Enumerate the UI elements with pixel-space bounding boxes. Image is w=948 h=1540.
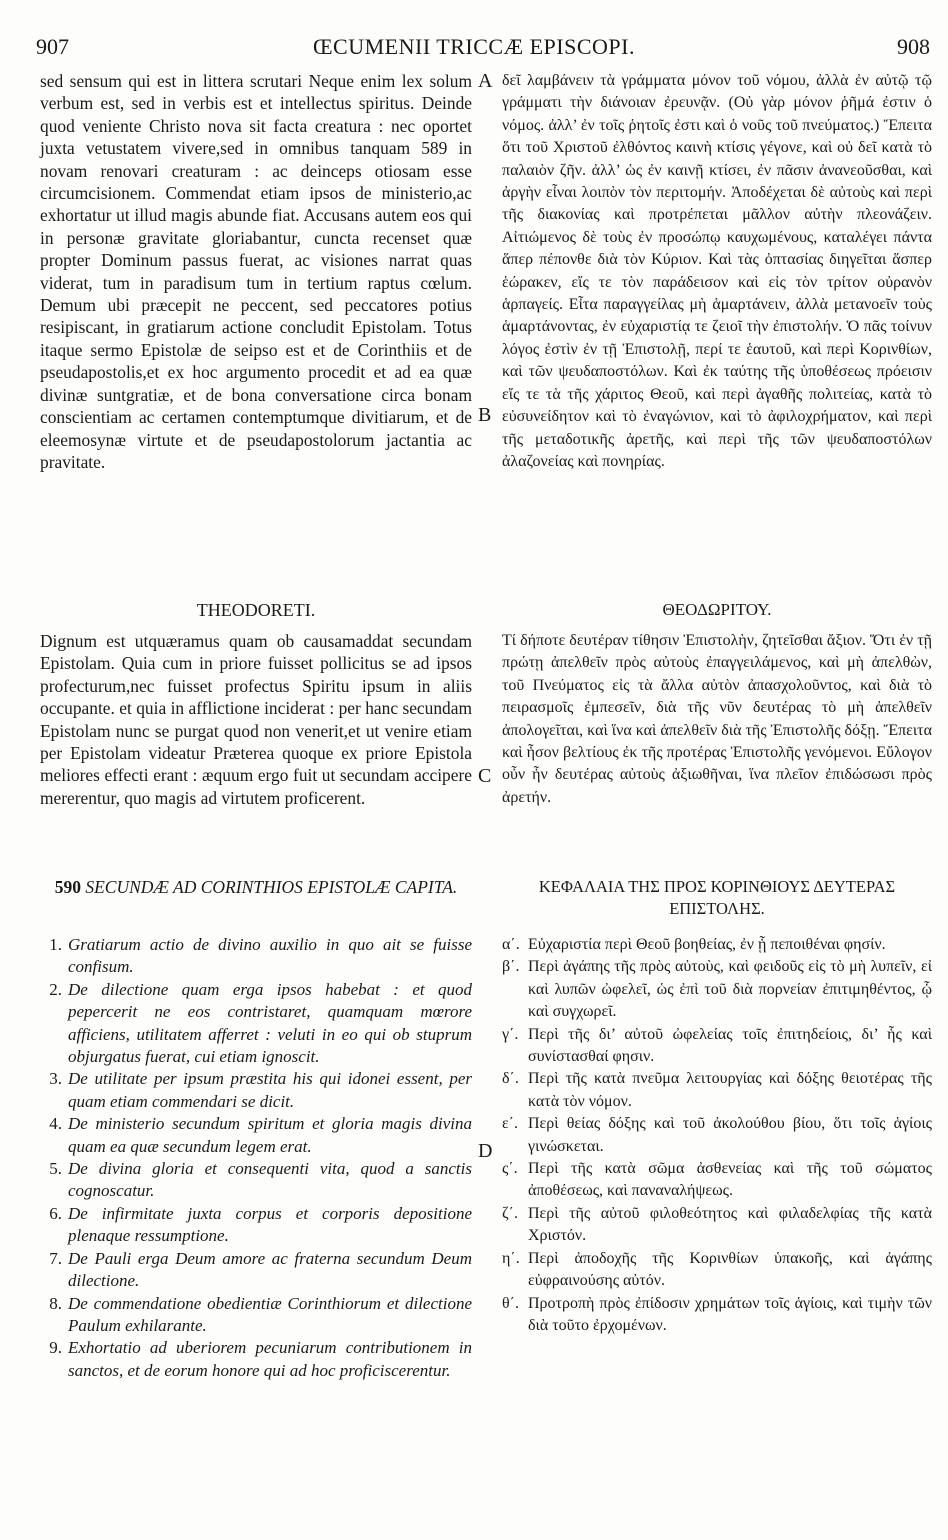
running-title: ŒCUMENII TRICCÆ EPISCOPI. (313, 34, 635, 59)
latin-intro-column (40, 70, 472, 473)
latin-chapter-item: 4. De ministerio secundum spiritum et gloria magis divina quam ea quæ secundum legem erat. (49, 1114, 472, 1156)
greek-intro-text: δεῖ λαμβάνειν τὰ γράμματα μόνον τοῦ νόμου, ἀλλὰ ἐν αὐτῷ τῷ γράμματι τὴν διάνοιαν ἐρευνᾷν. (Οὐ γὰρ μόνον ῥῆμά ἐστιν ὁ νόμος. ἀλλ’ ἐν τοῖς ῥητοῖς ἐστι καὶ ὁ νοῦς τοῦ πνεύματος.) Ἔπειτα ὅτι τοῦ Χριστοῦ ἐλθόντος καινὴ κτίσις γέγονε, καὶ οὐ δεῖ κατὰ τὸ παλαιὸν ζῆν. ἀλλ’ ὡς ἐν καινῇ κτίσει, ἐν πᾶσιν ἀνανεοῦσθαι, καὶ ἀργὴν εἶναι λοιπὸν τὸν περιτομήν. Ἀποδέχεται δὲ αὐτοὺς καὶ περὶ τῆς διακονίας καὶ προτρέπεται μᾶλλον αὐτὴν πλεονάζειν. Αἰτιώμενος δὲ τοὺς ἐν προσώπῳ καυχωμένους, καταλέγει πάντα ἅπερ πέπονθε διὰ τὸν Κύριον. Καὶ τὰς ὀπτασίας διηγεῖται ἅσπερ ἑώρακεν, εἴς τε τὸν παράδεισον καὶ εἰς τὸν τρίτον οὐρανὸν ἁρπαγείς. Εἶτα παραγγείλας μὴ ἁμαρτάνειν, ἀλλὰ μετανοεῖν τοὺς ἁμαρτάνοντας, ἐν εὐχαριστίᾳ τε ζειοῖ τὴν ἐπιστολήν. Ὁ πᾶς τοίνυν λόγος ἐστὶν ἐν τῇ Ἐπιστολῇ, περί τε ἑαυτοῦ, καὶ περὶ Κορινθίων, καὶ τῶν ψευδαποστόλων. Καὶ ἐκ ταύτης τῆς ὑποθέσεως πρόεισιν εἴς τε τὰ τῆς χάριτος Θεοῦ, καὶ περὶ ἀγαθῆς πολιτείας, κατὰ τὸ εὐσυνείδητον καὶ τὸ ἐναγώνιον, καὶ τὸ ἀφιλοχρήματον, καὶ περὶ τῆς μεταδοτικῆς ἀρετῆς, καὶ περὶ τῆς τῶν ψευδαποστόλων ἀλαζονείας καὶ πονηρίας. (502, 72, 932, 470)
theodoret-greek-title: ΘΕΟΔΩΡΙΤΟΥ. (662, 600, 772, 619)
latin-chapter-item: 7. De Pauli erga Deum amore ac fraterna secundum Deum dilectione. (49, 1248, 472, 1291)
latin-chapter-item: 1. Gratiarum actio de divino auxilio in quo ait se fuisse confisum. (49, 935, 472, 977)
margin-letter-b: B (478, 404, 492, 426)
theodoret-latin-column (40, 630, 472, 809)
latin-intro-text: sed sensum qui est in littera scrutari Neque enim lex solum verbum est, sed in verbis est et intellectus spiritus. Deinde quod veniente Christo nova sit facta creatura : nec oportet juxta vetustatem vivere,sed in omnibus tanquam 589 in novam renovari creaturam : ac deinceps otiosam esse circumcisionem. Commendat etiam ipsos de ministerio,ac exhortatur ut illud magis abunde fiat. Accusans autem eos qui in personæ gravitate gloriabantur, cuncta recenset quæ propter Dominum passus fuerat, ac visiones narrat quas viderat, tum in paradisum tum in tertium raptus cœlum. Demum ubi præcepit ne peccent, sed peccatores potius resipiscant, in gratiarum actione concludit Epistolam. Totus itaque sermo Epistolæ de seipso est et de Corinthiis et de pseudapostolis,et ex hoc argumento procedit et ad ea quæ divinæ suntgratiæ, et de bona conversatione circa bonam conscientiam ac certamen contemptumque divitiarum, et de eleemosynæ virtute et de pseudapostolorum jactantia ac pravitate. (40, 71, 472, 472)
theodoret-greek-text: Τί δήποτε δευτέραν τίθησιν Ἐπιστολὴν, ζητεῖσθαι ἄξιον. Ὅτι ἐν τῇ πρώτῃ ἀπελθεῖν πρὸς αὐτοὺς ἐπαγγειλάμενος, καὶ μὴ ἀπελθὼν, τοῦ Πνεύματος εἰς τὰ ἄλλα αὐτὸν ἀπασχολοῦντος, καὶ διὰ τὸ πειρασμοῖς ἐμπεσεῖν, διὰ τῆς νῦν δευτέρας τὸ μὴ ἀπελθεῖν ἀπολογεῖται, καὶ ἵνα καὶ ἀπελθεῖν διὰ τῆς Ἐπιστολῆς δόξῃ. Ἔπειτα καὶ ἦσον βελτίους ἐκ τῆς προτέρας Ἐπιστολῆς γενόμενοι. Εὔλογον οὖν ἦν δευτέρας αὐτοὺς ἀξιωθῆναι, ἵνα πλεῖον ἐπιδώσωσι πρὸς ἀρετήν. (502, 632, 932, 806)
margin-letter-a: A (478, 70, 493, 92)
capita-latin-title: SECUNDÆ AD CORINTHIOS EPISTOLÆ CAPITA. (85, 877, 458, 897)
margin-letter-d: D (478, 1140, 493, 1162)
latin-chapter-item: 5. De divina gloria et consequenti vita, quod a sanctis cognoscatur. (49, 1159, 472, 1201)
latin-chapter-item: 9. Exhortatio ad uberiorem pecuniarum contributionem in sanctos, et de eorum honore qui ad hoc proficiscerentur. (49, 1338, 472, 1380)
capita-greek-title: ΚΕΦΑΛΑΙΑ ΤΗΣ ΠΡΟΣ ΚΟΡΙΝΘΙΟΥΣ ΔΕΥΤΕΡΑΣ ΕΠΙΣΤΟΛΗΣ. (538, 877, 896, 918)
greek-intro-column (502, 70, 932, 473)
latin-chapter-item: 8. De commendatione obedientiæ Corinthiorum et dilectione Paulum exhilarante. (49, 1293, 472, 1335)
latin-chapter-item: 3. De utilitate per ipsum præstita his qui idonei essent, per quam etiam commendari se dicit. (49, 1069, 472, 1111)
greek-chapter-item: θ΄. Προτροπὴ πρὸς ἐπίδοσιν χρημάτων τοῖς ἁγίοις, καὶ τιμὴν τῶν διὰ τοῦτο ἐρχομένων. (502, 1294, 932, 1334)
capita-section-number: 590 (54, 877, 81, 897)
greek-chapter-item: δ΄. Περὶ τῆς κατὰ πνεῦμα λειτουργίας καὶ δόξης θειοτέρας τῆς κατὰ τὸν νόμον. (502, 1070, 932, 1110)
greek-chapter-item: ζ΄. Περὶ τῆς αὐτοῦ φιλοθεότητος καὶ φιλαδελφίας τῆς κατὰ Χριστόν. (502, 1204, 932, 1245)
greek-chapter-item: ε΄. Περὶ θείας δόξης καὶ τοῦ ἀκολούθου βίου, ὅτι τοῖς ἁγίοις γινώσκεται. (502, 1115, 932, 1155)
theodoret-latin-title: THEODORETI. (196, 600, 316, 620)
capita-latin-heading (40, 876, 472, 898)
greek-chapter-item: ς΄. Περὶ τῆς κατὰ σῶμα ἀσθενείας καὶ τῆς τοῦ σώματος ἀποθέσεως, καὶ παναναλήψεως. (502, 1160, 932, 1200)
latin-chapter-list (40, 934, 472, 1382)
greek-chapter-item: γ΄. Περὶ τῆς δι’ αὐτοῦ ὠφελείας τοῖς ἐπιτηδείοις, δι’ ἧς καὶ συνίστασθαί φησιν. (502, 1025, 932, 1066)
page-number-left: 907 (36, 34, 69, 59)
theodoret-latin-text: Dignum est utquæramus quam ob causamaddat secundam Epistolam. Quia cum in priore fuisset pollicitus se ad ipsos profecturum,nec fuisset profectus Spiritu ipsum in aliis occupante. et quia in afflictione inciderat : per hanc secundam Epistolam nunc se purgat quod non venerit,et ut venire etiam per Epistolam videatur Præterea quoque ex priore Epistola meliores effecti erant : æquum ergo fuit ut secundam accipere mererentur, quo magis ad virtutem proficerent. (40, 631, 472, 808)
greek-chapter-item: η΄. Περὶ ἀποδοχῆς τῆς Κορινθίων ὑπακοῆς, καὶ ἀγάπης εὐφραινούσης αὐτόν. (502, 1249, 932, 1290)
theodoret-greek-column (502, 630, 932, 809)
greek-chapter-item: α΄. Εὐχαριστία περὶ Θεοῦ βοηθείας, ἐν ᾗ πεποιθέναι φησίν. (502, 936, 886, 953)
latin-chapter-item: 2. De dilectione quam erga ipsos habebat : et quod pepercerit ne eos contristaret, quamquam mœrore afficiens, utilitatem afferret : veluti in eo qui ob stuprum objurgatus fuerat, cui etiam ignoscit. (49, 979, 472, 1067)
page-number-right: 908 (897, 34, 930, 59)
greek-chapter-list (502, 934, 932, 1337)
latin-chapter-item: 6. De infirmitate juxta corpus et corporis depositione plenaque ressumptione. (49, 1203, 472, 1246)
margin-letter-c: C (478, 765, 492, 787)
greek-chapter-item: β΄. Περὶ ἀγάπης τῆς πρὸς αὐτοὺς, καὶ φειδοῦς εἰς τὸ μὴ λυπεῖν, εἰ καὶ λυπῶν ὠφελεῖ, ὡς ἐπὶ τοῦ διὰ πορνείαν ἐπιτιμηθέντος, ᾧ καὶ συγχωρεῖ. (502, 958, 932, 1021)
page-header (0, 34, 948, 64)
